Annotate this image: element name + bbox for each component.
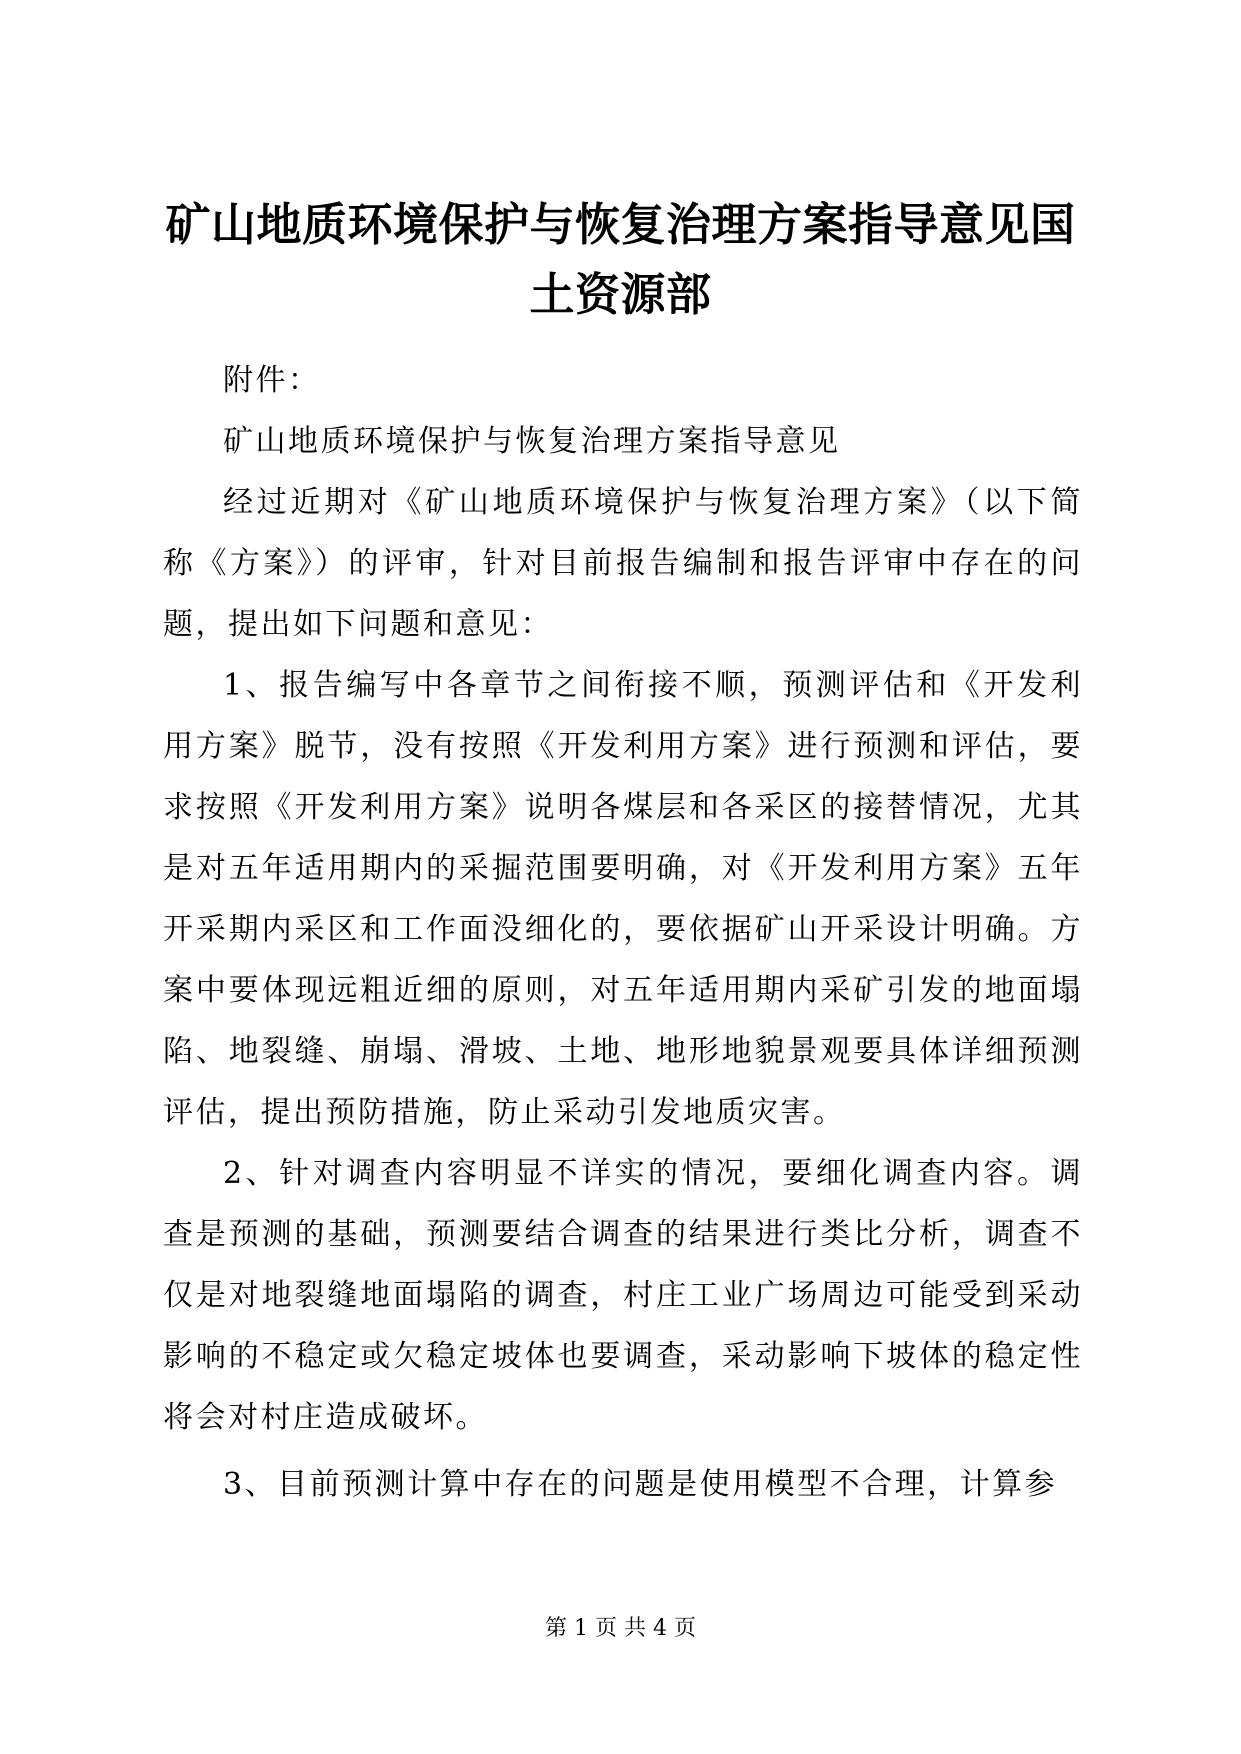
page-number-text: 第 1 页 共 4 页 — [545, 1616, 696, 1641]
paragraph-intro: 经过近期对《矿山地质环境保护与恢复治理方案》（以下简称《方案》）的评审，针对目前报告编制和报告评审中存在的问题，提出如下问题和意见： — [163, 485, 1083, 642]
document-title: 矿山地质环境保护与恢复治理方案指导意见国土资源部 — [165, 198, 1076, 321]
paragraph-item-2: 2、针对调查内容明显不详实的情况，要细化调查内容。调查是预测的基础，预测要结合调查的结果进行类比分析，调查不仅是对地裂缝地面塌陷的调查，村庄工业广场周边可能受到采动影响的不稳定或欠稳定坡体也要调查，采动影响下坡体的稳定性将会对村庄造成破坏。 — [163, 1156, 1083, 1435]
paragraph-attachment-label: 附件： — [223, 363, 321, 398]
page-footer — [0, 1614, 1241, 1644]
document-body — [163, 350, 1083, 1515]
paragraph-item-3: 3、目前预测计算中存在的问题是使用模型不合理，计算参 — [223, 1467, 1058, 1502]
paragraph-item-1: 1、报告编写中各章节之间衔接不顺，预测评估和《开发利用方案》脱节，没有按照《开发利用方案》进行预测和评估，要求按照《开发利用方案》说明各煤层和各采区的接替情况，尤其是对五年适用期内的采掘范围要明确，对《开发利用方案》五年开采期内采区和工作面没细化的，要依据矿山开采设计明确。方案中要体现远粗近细的原则，对五年适用期内采矿引发的地面塌陷、地裂缝、崩塌、滑坡、土地、地形地貌景观要具体详细预测评估，提出预防措施，防止采动引发地质灾害。 — [163, 668, 1083, 1130]
paragraph-attachment-title: 矿山地质环境保护与恢复治理方案指导意见 — [223, 424, 841, 459]
